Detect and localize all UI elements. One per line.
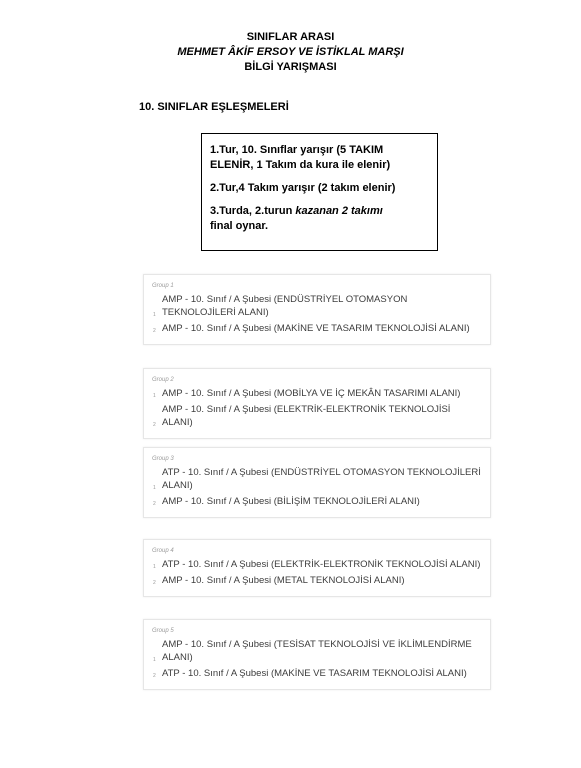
team-entry	[152, 403, 482, 429]
rule-3-part-d: final oynar.	[210, 220, 269, 232]
team-name: AMP - 10. Sınıf / A Şubesi (MAKİNE VE TASARIM TEKNOLOJİSİ ALANI)	[162, 323, 470, 334]
rule-2: 2.Tur,4 Takım yarışır (2 takım elenir)	[210, 182, 396, 194]
group-label: Group 1	[152, 283, 174, 289]
team-number: 1	[153, 485, 156, 491]
team-entry	[152, 574, 482, 587]
team-entry	[152, 667, 482, 680]
team-entry	[152, 293, 482, 319]
team-name: AMP - 10. Sınıf / A Şubesi (METAL TEKNOLOJİSİ ALANI)	[162, 575, 405, 586]
team-name: AMP - 10. Sınıf / A Şubesi (ENDÜSTRİYEL OTOMASYON TEKNOLOJİLERİ ALANI)	[162, 294, 408, 318]
rule-3-part-b: turun	[264, 205, 293, 217]
team-number: 2	[153, 328, 156, 334]
rule-3-part-a: 3.Turda, 2.	[210, 205, 265, 217]
group-label: Group 2	[152, 377, 174, 383]
document-header	[0, 30, 581, 75]
group-label: Group 4	[152, 548, 174, 554]
rule-1: 1.Tur, 10. Sınıflar yarışır (5 TAKIM ELENİR, 1 Takım da kura ile elenir)	[210, 144, 391, 171]
team-number: 2	[153, 501, 156, 507]
team-entry	[152, 638, 482, 664]
rules-box	[201, 133, 438, 251]
team-number: 2	[153, 673, 156, 679]
team-entry	[152, 495, 482, 508]
group-card-2	[143, 368, 491, 439]
team-name: ATP - 10. Sınıf / A Şubesi (ELEKTRİK-ELEKTRONİK TEKNOLOJİSİ ALANI)	[162, 559, 481, 570]
team-entry	[152, 322, 482, 335]
header-line-2: MEHMET ÂKİF ERSOY VE İSTİKLAL MARŞI	[177, 46, 404, 58]
header-line-3: BİLGİ YARIŞMASI	[244, 61, 337, 73]
team-name: AMP - 10. Sınıf / A Şubesi (ELEKTRİK-ELEKTRONİK TEKNOLOJİSİ ALANI)	[162, 404, 451, 428]
group-card-3	[143, 447, 491, 518]
group-label: Group 5	[152, 628, 174, 634]
rule-3	[210, 204, 429, 234]
team-entry	[152, 387, 482, 400]
header-line-1: SINIFLAR ARASI	[246, 31, 335, 43]
team-name: ATP - 10. Sınıf / A Şubesi (MAKİNE VE TASARIM TEKNOLOJİSİ ALANI)	[162, 668, 467, 679]
team-number: 1	[153, 564, 156, 570]
team-number: 1	[153, 393, 156, 399]
group-card-5	[143, 619, 491, 690]
rule-3-part-c: kazanan 2 takımı	[292, 205, 383, 217]
team-number: 2	[153, 422, 156, 428]
team-name: ATP - 10. Sınıf / A Şubesi (ENDÜSTRİYEL OTOMASYON TEKNOLOJİLERİ ALANI)	[162, 467, 481, 491]
section-title: 10. SINIFLAR EŞLEŞMELERİ	[139, 101, 289, 113]
team-name: AMP - 10. Sınıf / A Şubesi (TESİSAT TEKNOLOJİSİ VE İKLİMLENDİRME ALANI)	[162, 639, 472, 663]
group-card-4	[143, 539, 491, 597]
team-number: 2	[153, 580, 156, 586]
team-name: AMP - 10. Sınıf / A Şubesi (MOBİLYA VE İÇ MEKÂN TASARIMI ALANI)	[162, 388, 461, 399]
team-number: 1	[153, 312, 156, 318]
team-entry	[152, 466, 482, 492]
group-label: Group 3	[152, 456, 174, 462]
team-entry	[152, 558, 482, 571]
group-card-1	[143, 274, 491, 345]
team-name: AMP - 10. Sınıf / A Şubesi (BİLİŞİM TEKNOLOJİLERİ ALANI)	[162, 496, 420, 507]
team-number: 1	[153, 657, 156, 663]
